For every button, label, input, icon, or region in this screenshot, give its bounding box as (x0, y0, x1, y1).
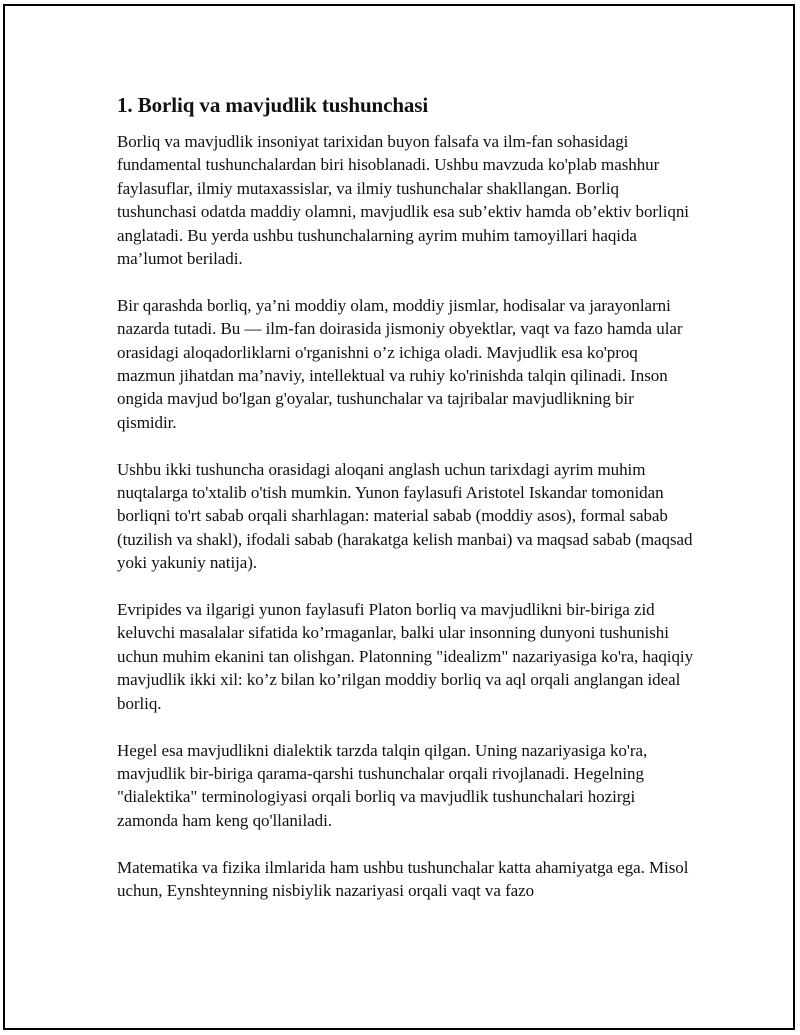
paragraph-hegel: Hegel esa mavjudlikni dialektik tarzda talqin qilgan. Uning nazariyasiga ko'ra, mavjudlik bir-biriga qarama-qarshi tushunchalar orqali rivojlanadi. Hegelning "dialektika" terminologiyasi orqali borliq va mavjudlik tushunchalari hozirgi zamonda ham keng qo'llaniladi. (117, 740, 648, 830)
paragraph-intro: Borliq va mavjudlik insoniyat tarixidan buyon falsafa va ilm-fan sohasidagi fundamental tushunchalardan biri hisoblanadi. Ushbu mavzuda ko'plab mashhur faylasuflar, ilmiy mutaxassislar, va ilmiy tushunchalar shakllangan. Borliq tushunchasi odatda maddiy olamni, mavjudlik esa sub’ektiv hamda ob’ektiv borliqni anglatadi. Bu yerda ushbu tushunchalarning ayrim muhim tamoyillari haqida ma’lumot beriladi. (117, 132, 689, 269)
paragraph-plato: Evripides va ilgarigi yunon faylasufi Platon borliq va mavjudlikni bir-biriga zid keluvchi masalalar sifatida ko’rmaganlar, balki ular insonning dunyoni tushunishi uchun muhim ekanini tan olishgan. Platonning "idealizm" nazariyasiga ko'ra, haqiqiy mavjudlik ikki xil: ko’z bilan ko’rilgan moddiy borliq va aql orqali anglangan ideal borliq. (117, 600, 694, 713)
document-body (117, 92, 697, 926)
section-heading: 1. Borliq va mavjudlik tushunchasi (117, 93, 429, 117)
paragraph-math-physics: Matematika va fizika ilmlarida ham ushbu tushunchalar katta ahamiyatga ega. Misol uchun, Eynshteynning nisbiylik nazariyasi orqali vaqt va fazo (117, 857, 689, 900)
paragraph-material-world: Bir qarashda borliq, ya’ni moddiy olam, moddiy jismlar, hodisalar va jarayonlarni nazarda tutadi. Bu — ilm-fan doirasida jismoniy obyektlar, vaqt va fazo hamda ular orasidagi aloqadorliklarni o'rganishni o’z ichiga oladi. Mavjudlik esa ko'proq mazmun jihatdan ma’naviy, intellektual va ruhiy ko'rinishda talqin qilinadi. Inson ongida mavjud bo'lgan g'oyalar, tushunchalar va tajribalar mavjudlikning bir qismidir. (117, 295, 683, 432)
paragraph-aristotle: Ushbu ikki tushuncha orasidagi aloqani anglash uchun tarixdagi ayrim muhim nuqtalarga to'xtalib o'tish mumkin. Yunon faylasufi Aristotel Iskandar tomonidan borliqni to'rt sabab orqali sharhlagan: material sabab (moddiy asos), formal sabab (tuzilish va shakl), ifodali sabab (harakatga kelish manbai) va maqsad sabab (maqsad yoki yakuniy natija). (117, 459, 693, 573)
